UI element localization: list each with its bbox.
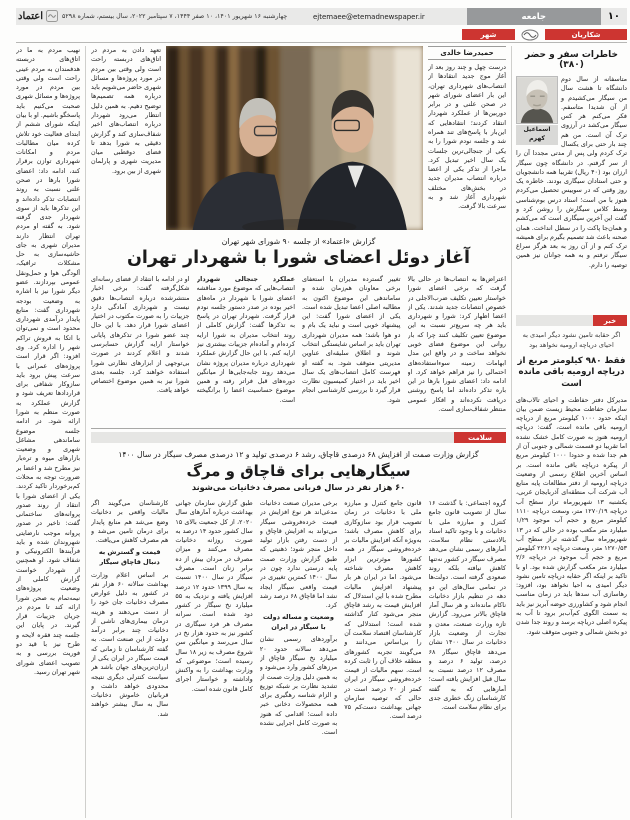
far-left-column: نهیب مردم به ما در اتاق‌های دربسته هدفمندان به مردم عینی راحت است ولی وقتی بین مردم در مورد پروژه‌ها و مسائل شهری صحبت می‌کنیم باید پاسخگو باشیم. او با بیان اینکه شورای ششم از ابتدای فعالیت خود تلاش کرده میان مطالبات مردم و امکانات شهرداری توازن برقرار کند، ادامه داد: اعضای شورا بارها در صحن علنی نسبت به روند انتصابات تذکر داده‌اند و این تذکرها باید از سوی شهردار جدی گرفته شود. به گفته او مردم تهران انتظار دارند مدیران شهری به جای حاشیه‌سازی به حل مشکلات ترافیک، آلودگی هوا و حمل‌ونقل عمومی بپردازند. عضو دیگر شورا نیز با اشاره به وضعیت بودجه شهرداری گفت: منابع پایدار درآمدی شهرداری محدود است و نمی‌توان با اتکا به فروش تراکم شهر را اداره کرد. وی افزود: اگر قرار است پروژه‌های عمرانی با سرعت پیش برود باید سازوکار شفافی برای قراردادها تعریف شود و گزارش عملکرد به صورت منظم به شورا ارائه شود. در ادامه جلسه موضوع ساماندهی مشاغل شهری و وضعیت بازارهای میوه و تره‌بار نیز مطرح شد و اعضا بر ضرورت توجه به محلات کم‌برخوردار تاکید کردند. یکی از اعضای شورا با انتقاد از روند صدور پروانه‌های ساختمانی گفت: تاخیر در صدور پروانه موجب نارضایتی شهروندان شده و باید فرآیندها الکترونیکی و شفاف شود. او همچنین از شهردار خواست گزارش کاملی از وضعیت پروژه‌های نیمه‌تمام به صحن شورا ارائه کند تا مردم در جریان جزییات قرار گیرند. در پایان این جلسه چند فقره لایحه و طرح نیز با قید دو فوریت بررسی و به تصویب اعضای شورای شهر تهران رسید. bbox=[16, 46, 80, 676]
news-body: مدیرکل دفتر حفاظت و احیای تالاب‌های سازمان حفاظت محیط زیست ضمن بیان اینکه حدود ۱۰۰۰ کیلومتر مربع از دریاچه ارومیه باقی مانده است، گفت: دریاچه ارومیه هنوز به صورت کامل خشک نشده اما تقریبا دو قسمت شمالی و جنوبی آن از هم جدا شده و حدودا ۱۰۰۰ کیلومتر مربع از پیکره دریاچه باقی مانده است. بر اساس آخرین اطلاع رسمی از وضعیت دریاچه ارومیه از دفتر مطالعات پایه منابع آب شرکت آب منطقه‌ای آذربایجان غربی، یکشنبه ۱۳ شهریورماه تراز سطح آب دریاچه ۱۲۷۰/۱۹ متر، وسعت دریاچه ۱۱۱۰ کیلومتر مربع و حجم آب موجود ۱/۲۹ میلیارد متر مکعب بوده در حالی که در ۱۳ شهریورماه سال گذشته تراز سطح آب ۱۲۷۰/۵۳ متر، وسعت دریاچه ۲۲۶۱ کیلومتر مربع و حجم آب موجود در دریاچه ۲/۶ میلیارد متر مکعب گزارش شده بود. او با تاکید بر اینکه اگر حقابه دریاچه تامین نشود دیگر امیدی به احیا نخواهد بود، افزود: رهاسازی آب سدها باید در زمان مناسب انجام شود و کشاورزی حوضه آبریز نیز باید به سمت الگوی کم‌آب‌بر برود تا آب به پیکره اصلی دریاچه برسد و روند جدا شدن دو بخش شمالی و جنوبی متوقف شود. bbox=[516, 395, 627, 636]
health-paragraph: برخی مدیران صنعت دخانیات مدعی‌اند هر نوع افزایش در قیمت خرده‌فروشی سیگار می‌تواند به افزایش قاچاق و از دست رفتن بازار تولید داخل منجر شود؛ ذهنیتی که طبق گزارش وزارت صمت پایه درستی ندارد چون در سال ۱۴۰۰ کمترین تغییری در قیمت واقعی سیگار ایجاد نشد اما قاچاق ۶۸ درصد رشد کرد. bbox=[259, 499, 338, 610]
tag-salamat: سلامت bbox=[454, 432, 506, 443]
health-tag-row bbox=[91, 432, 506, 443]
two-officials-photo-icon bbox=[166, 46, 423, 230]
health-paragraph: طبق گزارش سازمان جهانی بهداشت درباره آمارهای سال ۲۰۲۰، از کل جمعیت بالای ۱۵ سال کشور حدود ۱۴ درصد به صورت روزانه دخانیات مصرف می‌کنند و میزان مصرف در مردان بیش از ده برابر زنان است. مصرف سیگار در سال ۱۴۰۰ نسبت به سال ۱۳۹۹ حدود ۱۲ درصد افزایش یافته و نزدیک به ۵۵ میلیارد نخ سیگار در کشور دود شده است. سرانه مصرف هر فرد سیگاری در کشور نیز به حدود هزار نخ در سال می‌رسد و میانگین سن شروع مصرف به زیر ۱۸ سال رسیده است؛ موضوعی که وزارت بهداشت را به واکنش واداشته و خواستار اجرای کامل قانون شده است. bbox=[175, 499, 253, 693]
health-col-1 bbox=[429, 499, 506, 818]
section-divider bbox=[91, 428, 506, 429]
news-tag-row bbox=[516, 315, 627, 326]
health-paragraph: گروه اجتماعی: با گذشت ۱۶ سال از تصویب قانون جامع کنترل و مبارزه ملی با دخانیات و با وجود تاکید اسناد بالادستی نظام سلامت، آمارهای رسمی نشان می‌دهد مصرف سیگار در کشور نه‌تنها کاهش نیافته بلکه روند صعودی گرفته است. دولت‌ها در تمامی سال‌های این دو دهه در تنظیم بازار دخانیات ناکام مانده‌اند و هر سال آمار قاچاق بالاتر می‌رود. گزارش تازه وزارت صنعت، معدن و تجارت از وضعیت بازار دخانیات در سال ۱۴۰۰ نشان می‌دهد قاچاق سیگار ۶۸ درصد، تولید ۶ درصد و مصرف ۱۲ درصد نسبت به سال قبل افزایش یافته است؛ آمارهایی که به گفته کارشناسان زنگ خطری جدی برای نظام سلامت است. bbox=[428, 499, 506, 712]
tag-shahr: شهر bbox=[462, 29, 515, 40]
memoir-title: خاطرات سفر و حضر (۳۸۰) bbox=[525, 50, 618, 70]
council-right-text: درست چهل و چند روز بعد از آغاز موج جدید انتقادها از انتصاب‌های شهرداری تهران، این بار اعضای شورای شهر در صحن علنی و در برابر دوربین‌ها از عملکرد شهردار انتقاد کردند؛ انتقادهایی که این‌بار با پاسخ‌های تند همراه شد و جلسه نودم شورا را به یکی از جنجالی‌ترین جلسات یک سال اخیر تبدیل کرد. ماجرا از تذکر یکی از اعضا درباره انتصاب مدیران جدید در بخش‌های مختلف شهرداری آغاز شد و به سرعت بالا گرفت. bbox=[428, 63, 506, 211]
health-headline: سیگارهایی برای قاچاق و مرگ bbox=[186, 462, 411, 480]
health-paragraph: برآوردهای رسمی نشان می‌دهد سالانه حدود ۲۰ میلیارد نخ سیگار قاچاق از مرزهای کشور وارد می‌شود و به همین دلیل وزارت صمت از تشدید نظارت بر شبکه توزیع و الزام شناسه رهگیری برای همه محصولات دخانی خبر داده است؛ اقدامی که هنوز به صورت کامل اجرایی نشده است. bbox=[259, 635, 338, 737]
council-paragraph: او در ادامه با انتقاد از فضای رسانه‌ای شکل‌گرفته گفت: برخی اخبار منتشرشده درباره انتصاب‌ها دقیق نیست و شهرداری آمادگی دارد جزییات را به صورت مکتوب در اختیار اعضای شورا قرار دهد. با این حال چند عضو شورا در تذکرهای پایانی خواستار ارایه گزارش حسابرسی شدند و اعلام کردند در صورت بی‌توجهی از ابزارهای نظارتی شورا استفاده خواهند کرد. جلسه بعدی شورا نیز به همین موضوع اختصاص خواهد یافت. bbox=[91, 275, 190, 395]
health-col-4 bbox=[175, 499, 252, 818]
council-paragraph: اعتراض‌ها به انتصاب‌ها در حالی بالا گرفت که برخی اعضای شورا خواستار تعیین تکلیف ضرب‌الاجلی در خصوص انتصابات جدید شدند. یکی از اعضا اظهار کرد: شورا و شهرداری باید هر چه سریع‌تر نسبت به این موضوع تعیین تکلیف کنند چرا که بار روانی این موضوع فضای خوبی نخواهد ساخت و در واقع این مدل ابهامات زمینه سوءاستفاده‌های احتمالی را نیز فراهم خواهد کرد. او ادامه داد: اعضای شورا بارها در این باره تذکر داده‌اند اما پاسخ روشنی دریافت نکرده‌اند و افکار عمومی منتظر شفاف‌سازی است. bbox=[407, 275, 506, 413]
council-right-column bbox=[428, 46, 506, 230]
health-col-2 bbox=[344, 499, 421, 818]
page-number: ۱۰ bbox=[607, 11, 620, 22]
stamp-icon bbox=[46, 10, 58, 24]
health-subhead-2: قیمت و گسترش به دنبال قاچاق سیگار bbox=[98, 548, 161, 566]
portrait-photo-icon bbox=[516, 76, 558, 124]
council-kicker: گزارش «اعتماد» از جلسه ۹۰ شورای شهر تهران bbox=[221, 237, 376, 246]
council-photo bbox=[166, 46, 423, 230]
header-band bbox=[16, 8, 627, 25]
council-body-col-2 bbox=[302, 275, 401, 422]
content-area bbox=[16, 46, 627, 818]
portrait-caption: اسماعیل کهرم bbox=[516, 125, 558, 145]
memoir-text: متاسفانه از سال دوم دانشگاه تا هشت سال من سیگار می‌کشیدم و از آن شدیدا متاسفم. فکر می‌کنم هر کس سیگار می‌کشد در آرزوی ترک آن است. من هم چند بار حتی برای یکسال ترک کردم ولی پس از مدتی مجددا آن را از سر گرفتم. در دانشگاه چون سیگار ارزان بود (۴۰ ریال) تقریبا همه دانشجویان و حتی استادان سیگاری بودند. خاطره یک روز وقتی که در سوییس تحصیل می‌کردم هنوز با من است؛ استاد درس بوم‌شناسی وسط کلاس سیگارش را روشن کرد و گفت این آخرین سیگاری است که می‌کشم و همان‌جا پاکت را در سطل انداخت. همان صحنه باعث شد تصمیم بگیرم برای همیشه ترک کنم و از آن روز به بعد هرگز سراغ سیگار نرفتم و به همه جوانان نیز همین توصیه را دارم. bbox=[516, 75, 627, 269]
masthead-logo bbox=[16, 10, 62, 24]
author-name: حمیدرضا خالدی bbox=[428, 46, 506, 60]
council-left-text: تعهد دادن به مردم در اتاق‌های دربسته راحت است ولی وقتی بین مردم در مورد پروژه‌ها و مسائل شهری حاضر می‌شویم باید درباره همه تصمیم‌ها توضیح دهیم. به همین دلیل انتظار می‌رود شهردار درباره انتصاب‌های اخیر شفاف‌سازی کند و گزارش دقیقی به شورا بدهد تا فضای دوقطبی میان مدیریت شهری و پارلمان شهری از بین برود. bbox=[91, 46, 161, 175]
health-paragraph: قانون جامع کنترل و مبارزه ملی با دخانیات در زمان تصویب قرار بود سازوکاری برای کاهش مصرف باشد؛ به‌ویژه آنکه افزایش مالیات بر خرده‌فروشی سیگار در همه کشورها موثرترین ابزار کاهش مصرف شناخته می‌شود. اما در ایران هر بار پیشنهاد افزایش مالیات مطرح شده با این استدلال که افزایش قیمت به رشد قاچاق منجر می‌شود کنار گذاشته شده است؛ استدلالی که کارشناسان اقتصاد سلامت آن را بی‌اساس می‌دانند و می‌گویند تجربه کشورهای منطقه خلاف آن را ثابت کرده است. سهم مالیات از قیمت خرده‌فروشی سیگار در ایران کمتر از ۲۰ درصد است در حالی که توصیه سازمان جهانی بهداشت دست‌کم ۷۵ درصد است. bbox=[344, 499, 422, 721]
health-paragraph: بر اساس اعلام وزارت بهداشت سالانه ۶۰ هزار نفر در کشور به دلیل عوارض مصرف دخانیات جان خود را از دست می‌دهند و هزینه درمان بیماری‌های ناشی از دخانیات چند برابر درآمد دولت از این صنعت است. به گفته کارشناسان تا زمانی که قیمت سیگار در ایران یکی از ارزان‌ترین‌های جهان باشد هر سیاست کنترلی دیگری نتیجه محدودی خواهد داشت و قربانیان خاموش دخانیات سال به سال بیشتر خواهند شد. bbox=[91, 570, 169, 718]
tag-khabar: خبر bbox=[593, 315, 627, 326]
council-body-col-3 bbox=[197, 275, 296, 422]
council-paragraph: تغییر گسترده مدیران با استعفای برخی معاونان هم‌زمان شده و ساماندهی این موضوع اکنون به مطالبه اصلی اعضا تبدیل شده است. یکی از اعضای شورا گفت: این پیشنهاد خوبی است و نباید یک بام و دو هوا باشد؛ همه مدیران شهرداری تهران باید بر اساس شایستگی انتخاب شوند و اطلاق سلیقه‌ای عناوین مدیریتی متوقف شود. به گفته او فهرست کامل انتصاب‌های یک سال اخیر باید در اختیار کمیسیون نظارت قرار گیرد تا بررسی کارشناسی انجام شود. bbox=[302, 275, 401, 404]
health-kicker: گزارش وزارت صمت از افزایش ۶۸ درصدی قاچاق، رشد ۶ درصدی تولید و ۱۲ درصدی مصرف سیگار در سال ۱۴۰۰ bbox=[118, 450, 479, 459]
health-body-columns bbox=[91, 499, 506, 818]
health-subhead-1: وضعیت و مساله دولت با سیگار در ایران bbox=[263, 613, 334, 631]
ornament-icon bbox=[519, 29, 541, 41]
health-col-5 bbox=[91, 499, 168, 818]
main-column bbox=[85, 46, 506, 818]
council-top-row bbox=[91, 46, 506, 230]
council-body-col-4 bbox=[91, 275, 190, 422]
council-body-col-1 bbox=[408, 275, 507, 422]
council-body-columns bbox=[91, 275, 506, 422]
memoir-body bbox=[516, 75, 627, 309]
council-lead-text: انتصاب‌هایی که موضوع مورد مناقشه اعضای شورا با شهردار در ماه‌های اخیر بوده در صدر دستور جلسه نودم قرار گرفت. شهردار تهران در پاسخ به تذکرها گفت: گزارش کاملی از روند انتخاب مدیران به شورا ارایه کرده‌ام و آماده‌ام جزییات بیشتری نیز ارایه کنم. با این حال گزارش عملکرد شهرداری درباره مدیران پروژه نشان می‌دهد روند جابه‌جایی‌ها از میانگین دوره‌های قبل فراتر رفته و همین موضوع حساسیت اعضا را برانگیخته است. bbox=[196, 284, 295, 404]
health-col-3 bbox=[260, 499, 337, 818]
news-headline: فقط ۹۸۰ کیلومتر مربع از دریاچه ارومیه باقی مانده است bbox=[517, 355, 626, 389]
author-portrait bbox=[516, 76, 558, 145]
council-left-column bbox=[91, 46, 161, 230]
etemad-logotype: اعتماد bbox=[18, 11, 44, 22]
tag-row bbox=[16, 29, 627, 43]
section-title: جامعه bbox=[467, 8, 601, 25]
council-headline: آغاز دوئل اعضای شورا با شهردار تهران bbox=[126, 248, 471, 268]
date-line: چهارشنبه ۱۶ شهریور ۱۴۰۱، ۱۰ صفر ۱۴۴۴، ۷ سپتامبر ۲۰۲۲، سال بیستم، شماره ۵۲۹۸ bbox=[62, 13, 288, 20]
section-email: ejtemaee@etemadnewspaper.ir bbox=[312, 12, 425, 21]
news-quote: اگر حقابه تامین نشود دیگر امیدی به احیای دریاچه ارومیه نخواهد بود bbox=[522, 331, 621, 349]
health-paragraph: کارشناسان می‌گویند اگر مالیات واقعی بر دخانیات وضع می‌شد هم منابع پایدار برای درمان تامین می‌شد و هم مصرف کاهش می‌یافت. bbox=[91, 499, 169, 545]
sidebar bbox=[511, 46, 627, 818]
health-subtitle: ۶۰ هزار نفر در سال قربانی مصرف دخانیات می‌شوند bbox=[191, 482, 406, 492]
council-paragraph bbox=[197, 275, 296, 405]
tag-shekarian: شکاریان bbox=[545, 29, 627, 40]
council-lead-bold: عملکرد جنجالی شهردار bbox=[196, 275, 295, 283]
